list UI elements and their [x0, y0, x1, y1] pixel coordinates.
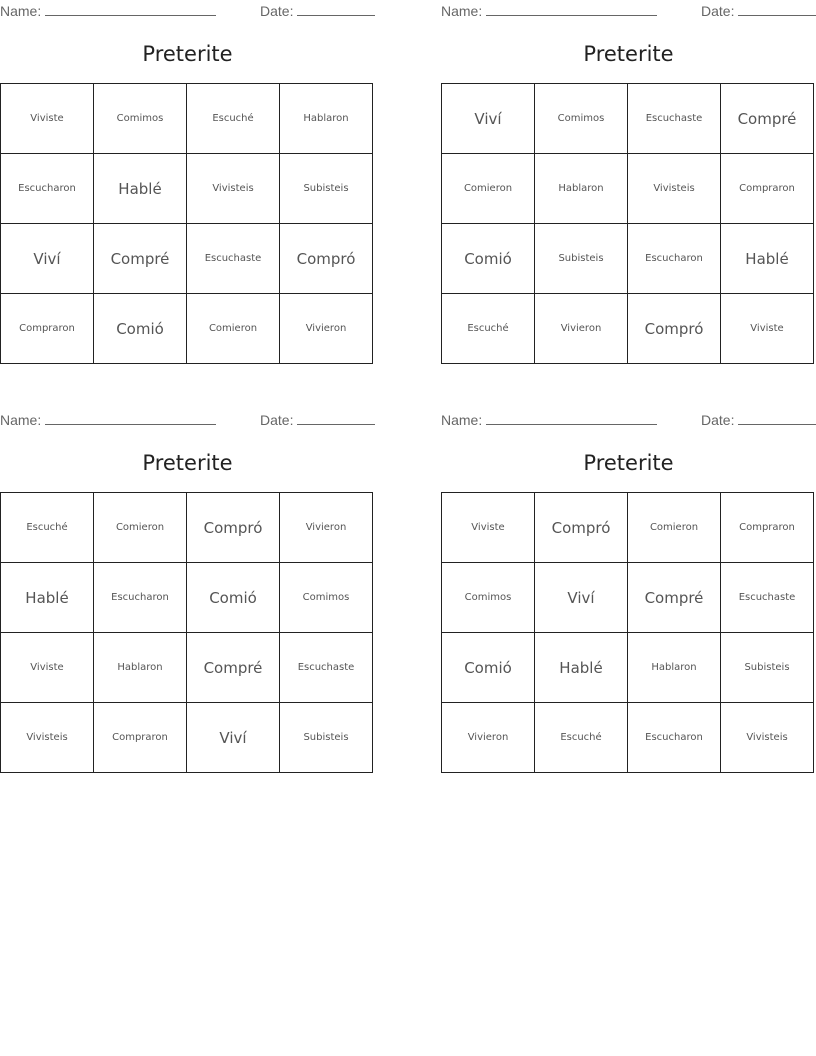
- grid-cell: Viví: [535, 563, 628, 633]
- name-field: [441, 2, 657, 20]
- card-title: Preterite: [583, 451, 674, 475]
- grid-row: [442, 703, 814, 773]
- grid-cell: Escuché: [442, 294, 535, 364]
- grid-cell: Compré: [187, 633, 280, 703]
- grid-cell: Comieron: [628, 493, 721, 563]
- name-field: [0, 411, 216, 429]
- grid-cell: Escuché: [1, 493, 94, 563]
- name-label: Name:: [0, 412, 42, 428]
- grid-cell: Compré: [94, 224, 187, 294]
- date-blank-line: [738, 2, 816, 16]
- grid-cell: Hablé: [1, 563, 94, 633]
- grid-cell: Compraron: [721, 493, 814, 563]
- grid-cell: Viviste: [1, 633, 94, 703]
- grid-cell: Vivieron: [535, 294, 628, 364]
- grid-row: [1, 154, 373, 224]
- bingo-card-1: [0, 0, 375, 370]
- grid-cell: Subisteis: [280, 154, 373, 224]
- grid-cell: Escuché: [187, 84, 280, 154]
- grid-cell: Comió: [442, 224, 535, 294]
- grid-cell: Viví: [187, 703, 280, 773]
- bingo-grid: [441, 492, 814, 773]
- grid-cell: Comimos: [535, 84, 628, 154]
- grid-row: [1, 224, 373, 294]
- card-header: [441, 2, 816, 20]
- grid-row: [1, 493, 373, 563]
- grid-row: [442, 294, 814, 364]
- date-label: Date:: [701, 3, 735, 19]
- grid-cell: Viví: [1, 224, 94, 294]
- name-field: [441, 411, 657, 429]
- grid-cell: Compró: [628, 294, 721, 364]
- bingo-card-4: [441, 409, 816, 779]
- grid-cell: Compré: [721, 84, 814, 154]
- grid-row: [442, 224, 814, 294]
- grid-cell: Compré: [628, 563, 721, 633]
- grid-cell: Escucharon: [628, 224, 721, 294]
- grid-row: [1, 703, 373, 773]
- date-field: [701, 411, 816, 429]
- grid-cell: Comieron: [94, 493, 187, 563]
- grid-cell: Vivisteis: [1, 703, 94, 773]
- name-label: Name:: [441, 3, 483, 19]
- grid-cell: Viví: [442, 84, 535, 154]
- card-header: [0, 2, 375, 20]
- grid-cell: Viviste: [721, 294, 814, 364]
- grid-cell: Comieron: [187, 294, 280, 364]
- grid-cell: Comió: [94, 294, 187, 364]
- grid-cell: Escucharon: [94, 563, 187, 633]
- name-label: Name:: [0, 3, 42, 19]
- grid-cell: Escuchaste: [721, 563, 814, 633]
- grid-row: [1, 563, 373, 633]
- grid-cell: Vivisteis: [628, 154, 721, 224]
- grid-cell: Viviste: [442, 493, 535, 563]
- grid-row: [1, 84, 373, 154]
- grid-cell: Hablé: [94, 154, 187, 224]
- grid-cell: Escuchaste: [628, 84, 721, 154]
- card-title: Preterite: [142, 451, 233, 475]
- date-blank-line: [297, 411, 375, 425]
- grid-cell: Hablaron: [94, 633, 187, 703]
- grid-cell: Comimos: [94, 84, 187, 154]
- bingo-card-3: [0, 409, 375, 779]
- grid-cell: Escucharon: [628, 703, 721, 773]
- card-header: [0, 411, 375, 429]
- name-blank-line: [486, 2, 657, 16]
- bingo-grid: [0, 492, 373, 773]
- date-field: [260, 411, 375, 429]
- date-label: Date:: [701, 412, 735, 428]
- grid-cell: Escuchaste: [280, 633, 373, 703]
- date-label: Date:: [260, 3, 294, 19]
- name-blank-line: [45, 411, 216, 425]
- grid-cell: Hablaron: [280, 84, 373, 154]
- grid-row: [1, 633, 373, 703]
- grid-row: [442, 563, 814, 633]
- grid-cell: Viviste: [1, 84, 94, 154]
- card-title: Preterite: [583, 42, 674, 66]
- name-blank-line: [486, 411, 657, 425]
- grid-cell: Comieron: [442, 154, 535, 224]
- bingo-grid: [441, 83, 814, 364]
- grid-cell: Compraron: [1, 294, 94, 364]
- grid-cell: Escucharon: [1, 154, 94, 224]
- card-header: [441, 411, 816, 429]
- grid-cell: Escuchaste: [187, 224, 280, 294]
- grid-cell: Hablé: [721, 224, 814, 294]
- grid-cell: Comió: [187, 563, 280, 633]
- grid-cell: Subisteis: [535, 224, 628, 294]
- date-field: [701, 2, 816, 20]
- name-blank-line: [45, 2, 216, 16]
- grid-cell: Comimos: [280, 563, 373, 633]
- grid-cell: Vivieron: [280, 493, 373, 563]
- grid-cell: Compraron: [721, 154, 814, 224]
- date-blank-line: [738, 411, 816, 425]
- date-blank-line: [297, 2, 375, 16]
- grid-cell: Vivisteis: [187, 154, 280, 224]
- grid-cell: Hablé: [535, 633, 628, 703]
- grid-cell: Comimos: [442, 563, 535, 633]
- grid-row: [1, 294, 373, 364]
- grid-cell: Subisteis: [280, 703, 373, 773]
- grid-row: [442, 154, 814, 224]
- grid-cell: Escuché: [535, 703, 628, 773]
- grid-row: [442, 84, 814, 154]
- grid-row: [442, 633, 814, 703]
- grid-cell: Compró: [280, 224, 373, 294]
- grid-cell: Compraron: [94, 703, 187, 773]
- name-field: [0, 2, 216, 20]
- grid-row: [442, 493, 814, 563]
- grid-cell: Vivieron: [442, 703, 535, 773]
- bingo-card-2: [441, 0, 816, 370]
- grid-cell: Vivisteis: [721, 703, 814, 773]
- grid-cell: Compró: [187, 493, 280, 563]
- grid-cell: Hablaron: [535, 154, 628, 224]
- date-label: Date:: [260, 412, 294, 428]
- grid-cell: Vivieron: [280, 294, 373, 364]
- bingo-grid: [0, 83, 373, 364]
- grid-cell: Subisteis: [721, 633, 814, 703]
- name-label: Name:: [441, 412, 483, 428]
- grid-cell: Compró: [535, 493, 628, 563]
- grid-cell: Comió: [442, 633, 535, 703]
- date-field: [260, 2, 375, 20]
- card-title: Preterite: [142, 42, 233, 66]
- grid-cell: Hablaron: [628, 633, 721, 703]
